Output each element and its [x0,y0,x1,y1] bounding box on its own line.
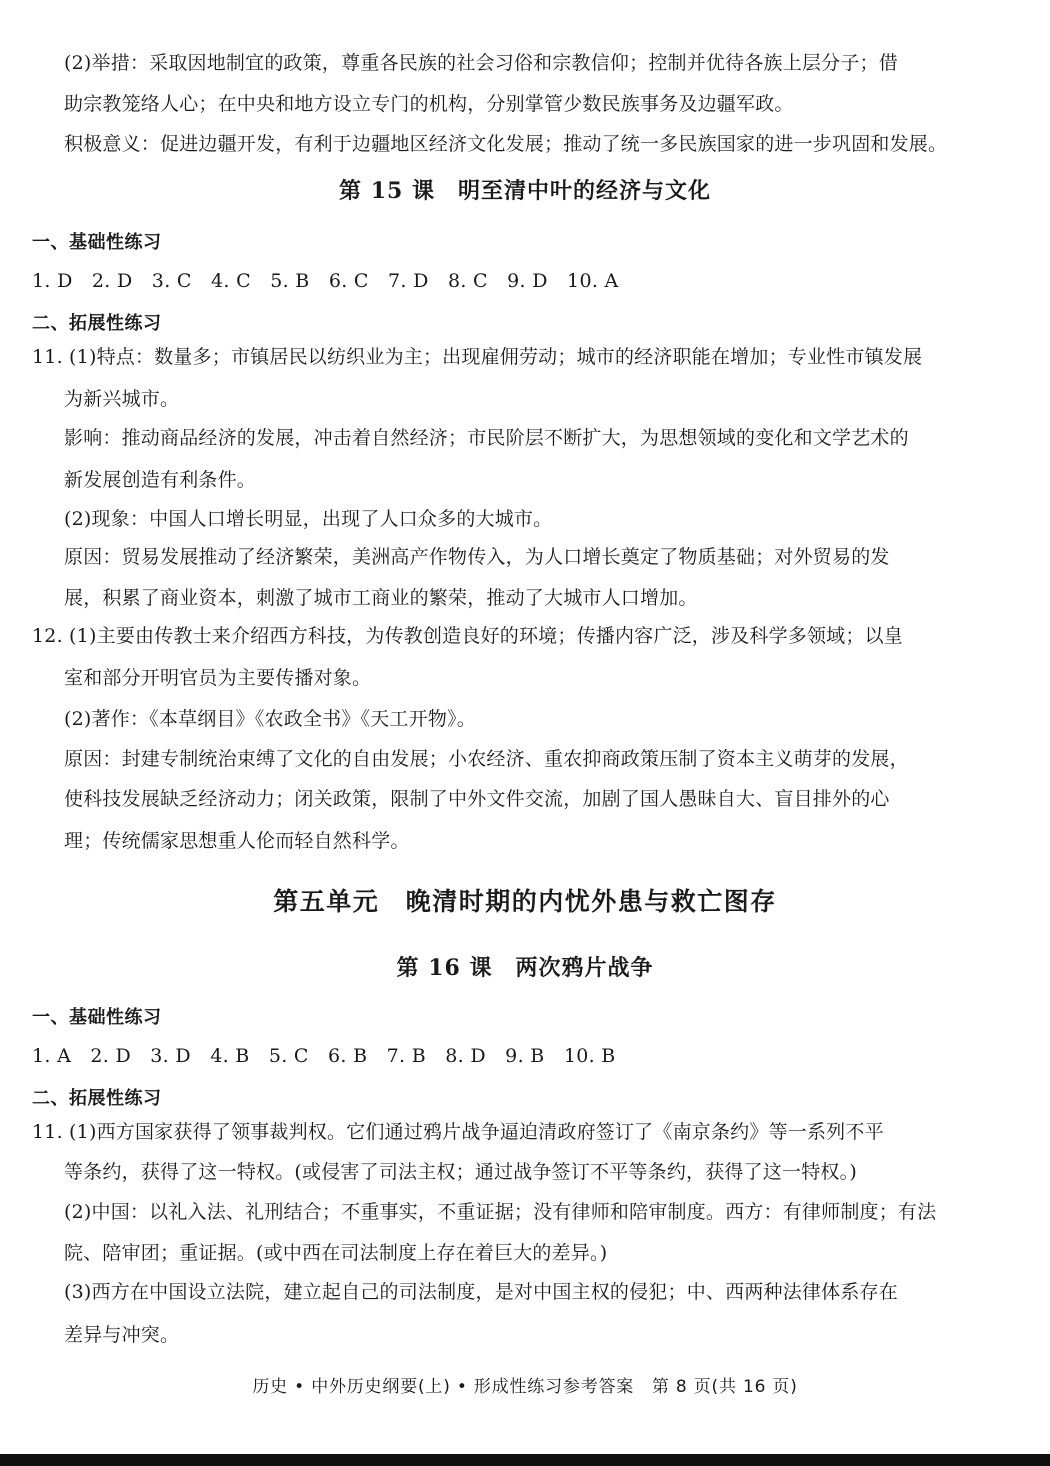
lesson-16-basic-label: 一、基础性练习 [32,1007,162,1028]
l15-q11-line-7: 展，积累了商业资本，刺激了城市工商业的繁荣，推动了大城市人口增加。 [64,587,698,609]
lesson-15-basic-answers: 1. D 2. D 3. C 4. C 5. B 6. C 7. D 8. C 9. D 10. A [32,270,619,292]
l15-q11-line-4: 新发展创造有利条件。 [64,469,257,491]
l16-q11-line-2: 等条约，获得了这一特权。(或侵害了司法主权；通过战争签订不平等条约，获得了这一特权。) [64,1161,857,1183]
lesson-15-title: 第 15 课 明至清中叶的经济与文化 [339,178,711,204]
lesson-15-basic-label: 一、基础性练习 [32,232,162,253]
l15-q12-line-6: 理；传统儒家思想重人伦而轻自然科学。 [64,830,410,852]
lesson-16-ext-label: 二、拓展性练习 [32,1088,162,1109]
l16-q11-line-5: (3)西方在中国设立法院，建立起自己的司法制度，是对中国主权的侵犯；中、西两种法律体系存在 [64,1281,898,1303]
l15-q12-line-5: 使科技发展缺乏经济动力；闭关政策，限制了中外文件交流，加剧了国人愚昧自大、盲目排外的心 [64,788,890,810]
page-footer: 历史 • 中外历史纲要(上) • 形成性练习参考答案 第 8 页(共 16 页) [252,1377,798,1397]
l15-q11-line-3: 影响：推动商品经济的发展，冲击着自然经济；市民阶层不断扩大，为思想领域的变化和文学艺术的 [64,427,909,449]
lesson-15-ext-label: 二、拓展性练习 [32,313,162,334]
lesson-16-title: 第 16 课 两次鸦片战争 [396,955,654,981]
l16-q11-line-6: 差异与冲突。 [64,1324,180,1346]
intro-line-2: 助宗教笼络人心；在中央和地方设立专门的机构，分别掌管少数民族事务及边疆军政。 [64,93,794,115]
l15-q12-line-4: 原因：封建专制统治束缚了文化的自由发展；小农经济、重农抑商政策压制了资本主义萌芽的发展， [64,748,909,770]
intro-line-3: 积极意义：促进边疆开发，有利于边疆地区经济文化发展；推动了统一多民族国家的进一步巩固和发展。 [64,133,948,155]
l15-q12-line-1: 12. (1)主要由传教士来介绍西方科技，为传教创造良好的环境；传播内容广泛，涉及科学多领域；以皇 [32,625,903,647]
intro-line-1: (2)举措：采取因地制宜的政策，尊重各民族的社会习俗和宗教信仰；控制并优待各族上层分子；借 [64,52,898,74]
l16-q11-line-1: 11. (1)西方国家获得了领事裁判权。它们通过鸦片战争逼迫清政府签订了《南京条约》等一系列不平 [32,1121,884,1143]
scan-edge-bar [0,1454,1050,1466]
l15-q12-line-3: (2)著作：《本草纲目》《农政全书》《天工开物》。 [64,708,476,730]
l15-q11-line-2: 为新兴城市。 [64,388,180,410]
l15-q11-line-6: 原因：贸易发展推动了经济繁荣，美洲高产作物传入，为人口增长奠定了物质基础；对外贸易的发 [64,546,890,568]
lesson-16-basic-answers: 1. A 2. D 3. D 4. B 5. C 6. B 7. B 8. D 9. B 10. B [32,1045,616,1067]
unit-5-title: 第五单元 晚清时期的内忧外患与救亡图存 [273,887,777,916]
l16-q11-line-3: (2)中国：以礼入法、礼刑结合；不重事实，不重证据；没有律师和陪审制度。西方：有律师制度；有法 [64,1201,937,1223]
l15-q12-line-2: 室和部分开明官员为主要传播对象。 [64,667,372,689]
l15-q11-line-1: 11. (1)特点：数量多；市镇居民以纺织业为主；出现雇佣劳动；城市的经济职能在增加；专业性市镇发展 [32,346,923,368]
l16-q11-line-4: 院、陪审团；重证据。(或中西在司法制度上存在着巨大的差异。) [64,1242,608,1264]
l15-q11-line-5: (2)现象：中国人口增长明显，出现了人口众多的大城市。 [64,508,553,530]
